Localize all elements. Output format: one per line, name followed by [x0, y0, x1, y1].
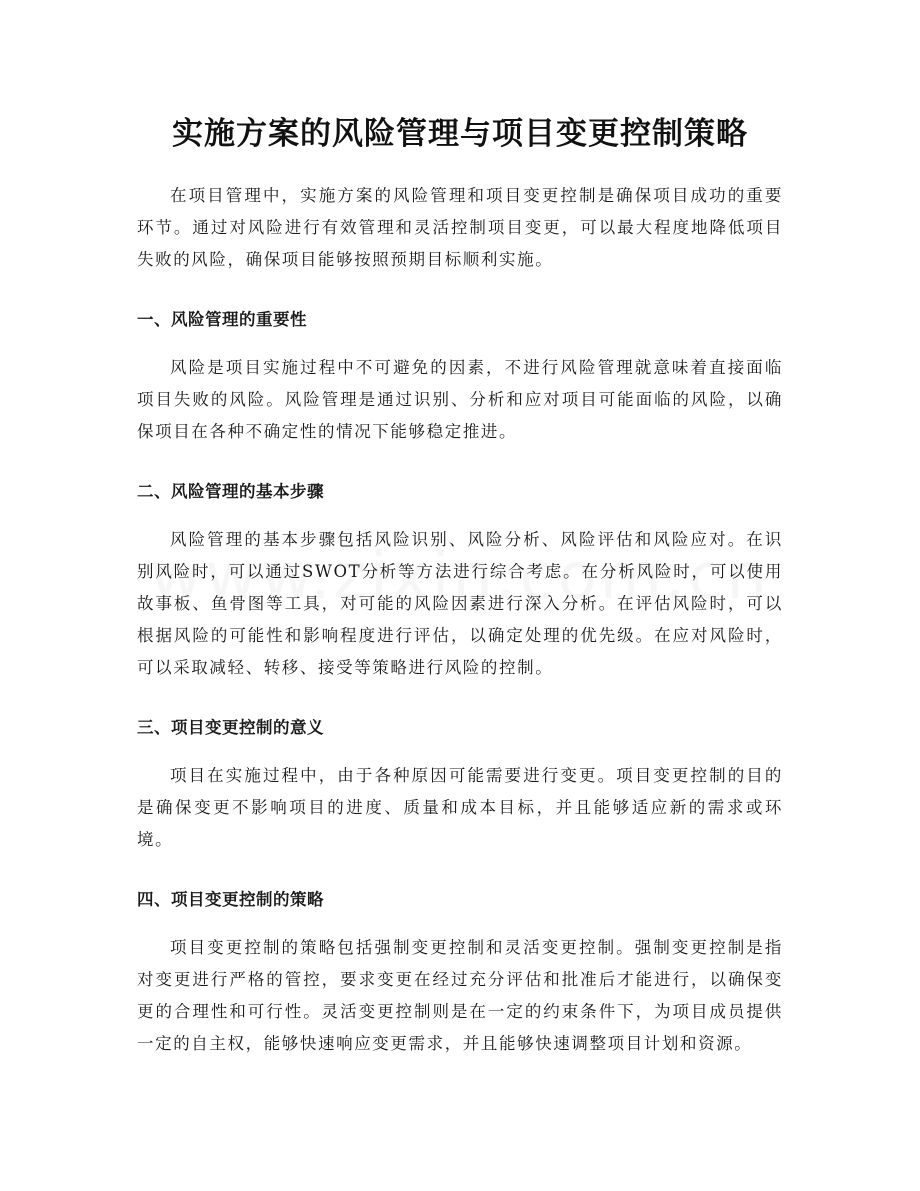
- section-1: [137, 306, 783, 448]
- document-body: [137, 180, 783, 1060]
- section-heading: 一、风险管理的重要性: [137, 310, 307, 329]
- section-3: [137, 714, 783, 856]
- section-4: [137, 886, 783, 1060]
- page-title: 实施方案的风险管理与项目变更控制策略: [172, 116, 748, 152]
- section-paragraph: 风险是项目实施过程中不可避免的因素，不进行风险管理就意味着直接面临项目失败的风险。风险管理是通过识别、分析和应对项目可能面临的风险，以确保项目在各种不确定性的情况下能够稳定推进。: [137, 358, 783, 441]
- section-paragraph: 风险管理的基本步骤包括风险识别、风险分析、风险评估和风险应对。在识别风险时，可以通过SWOT分析等方法进行综合考虑。在分析风险时，可以使用故事板、鱼骨图等工具，对可能的风险因素进行深入分析。在评估风险时，可以根据风险的可能性和影响程度进行评估，以确定处理的优先级。在应对风险时，可以采取减轻、转移、接受等策略进行风险的控制。: [137, 530, 783, 677]
- section-heading: 三、项目变更控制的意义: [137, 718, 324, 737]
- section-heading: 四、项目变更控制的策略: [137, 890, 324, 909]
- intro-paragraph: 在项目管理中，实施方案的风险管理和项目变更控制是确保项目成功的重要环节。通过对风险进行有效管理和灵活控制项目变更，可以最大程度地降低项目失败的风险，确保项目能够按照预期目标顺利实施。: [137, 186, 783, 269]
- section-paragraph: 项目变更控制的策略包括强制变更控制和灵活变更控制。强制变更控制是指对变更进行严格的管控，要求变更在经过充分评估和批准后才能进行，以确保变更的合理性和可行性。灵活变更控制则是在一定的约束条件下，为项目成员提供一定的自主权，能够快速响应变更需求，并且能够快速调整项目计划和资源。: [137, 938, 783, 1053]
- section-paragraph: 项目在实施过程中，由于各种原因可能需要进行变更。项目变更控制的目的是确保变更不影响项目的进度、质量和成本目标，并且能够适应新的需求或环境。: [137, 766, 783, 849]
- section-heading: 二、风险管理的基本步骤: [137, 482, 324, 501]
- section-2: [137, 478, 783, 684]
